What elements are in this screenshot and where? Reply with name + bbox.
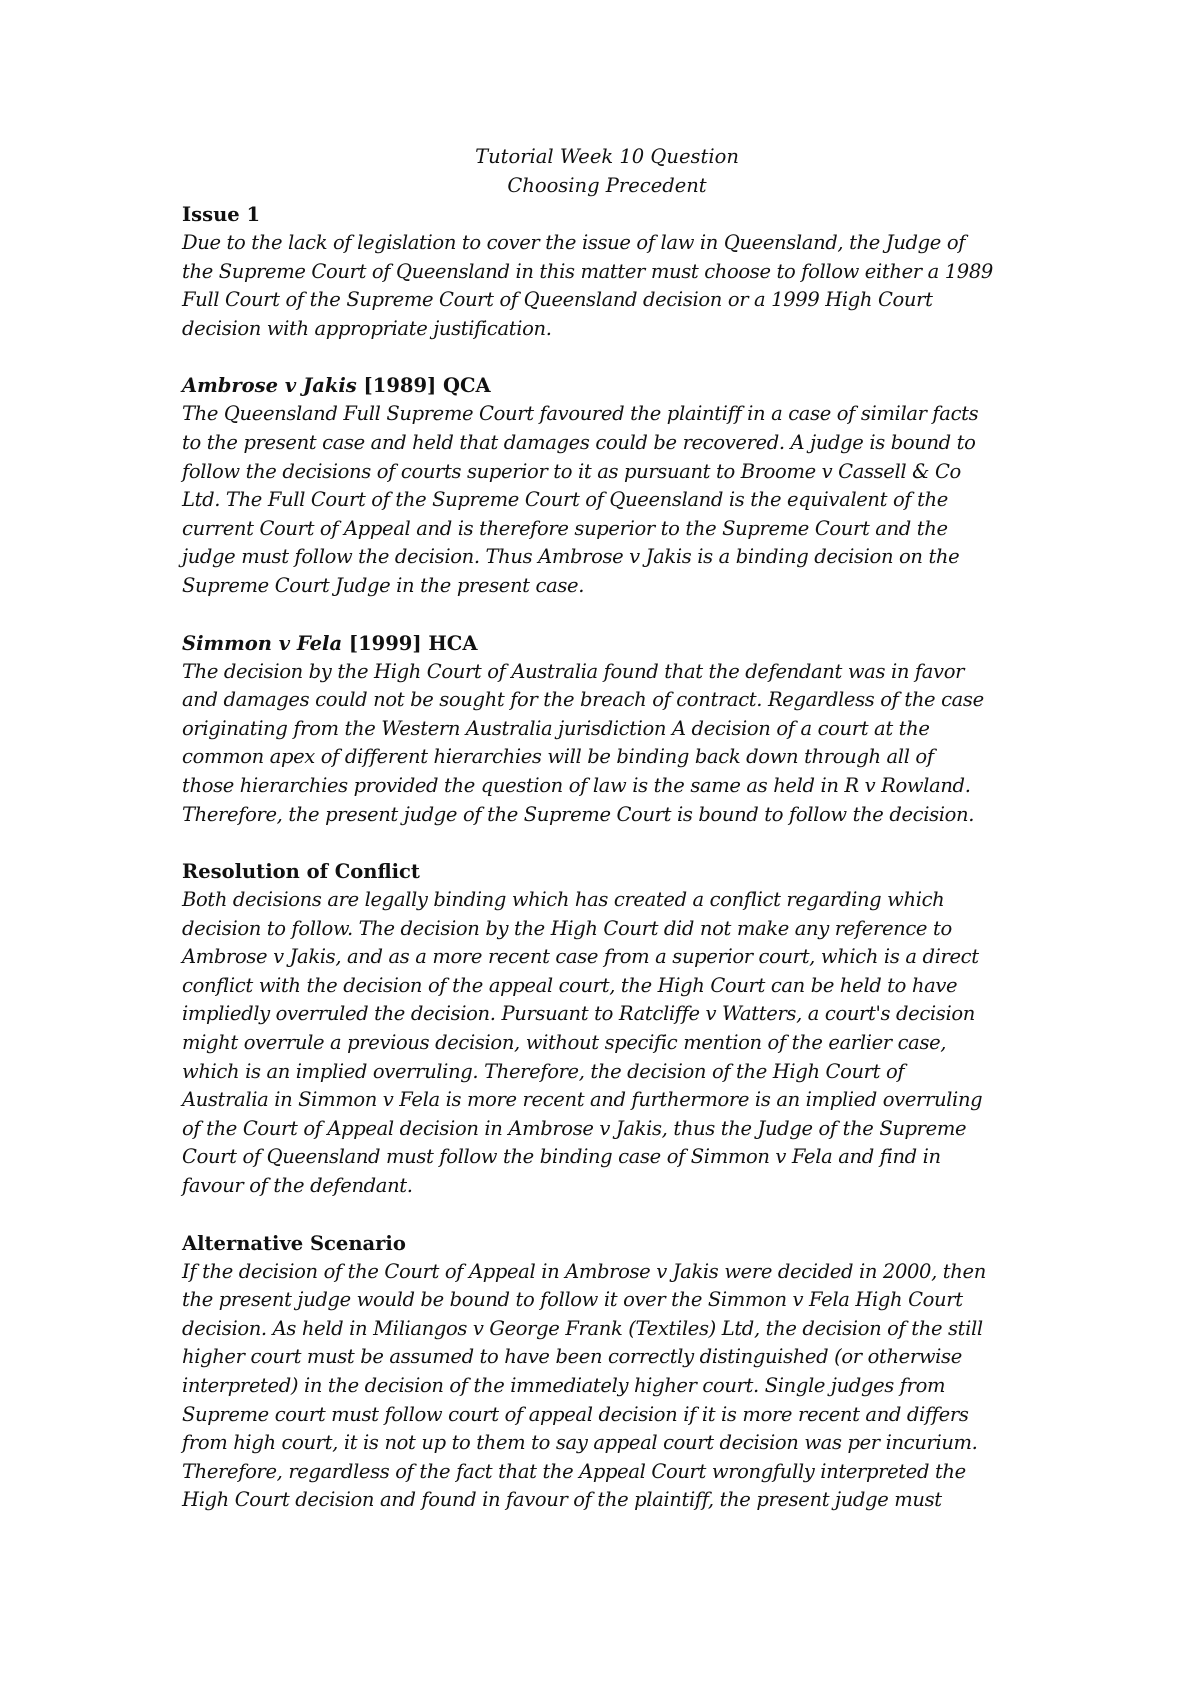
paragraph-line: those hierarchies provided the question of law is the same as held in R v Rowland. <box>182 773 971 797</box>
paragraph-gap <box>182 1201 1032 1229</box>
paragraph-line: Australia in Simmon v Fela is more recent and furthermore is an implied overruling <box>182 1088 983 1112</box>
paragraph-line: might overrule a previous decision, without specific mention of the earlier case, <box>182 1031 947 1055</box>
section-alternative-scenario <box>182 1229 1032 1515</box>
paragraph-line: and damages could not be sought for the breach of contract. Regardless of the case <box>182 688 984 712</box>
paragraph-line: judge must follow the decision. Thus Ambrose v Jakis is a binding decision on the <box>182 545 960 569</box>
paragraph-line: decision with appropriate justification. <box>182 316 552 340</box>
paragraph-line: Full Court of the Supreme Court of Queensland decision or a 1999 High Court <box>182 288 933 312</box>
section-issue-1 <box>182 200 1032 343</box>
section-resolution-of-conflict <box>182 857 1032 1201</box>
section-heading <box>182 1229 1032 1258</box>
paragraph-line: which is an implied overruling. Therefore, the decision of the High Court of <box>182 1059 905 1083</box>
paragraph-gap <box>182 829 1032 857</box>
paragraph-line: higher court must be assumed to have been correctly distinguished (or otherwise <box>182 1345 962 1369</box>
title-line-1: Tutorial Week 10 Question <box>475 145 739 168</box>
heading-text: Resolution of Conflict <box>182 860 420 884</box>
heading-case-name: Ambrose v Jakis <box>182 374 357 398</box>
heading-case-name: Simmon v Fela <box>182 631 343 655</box>
section-heading <box>182 857 1032 886</box>
paragraph-line: the Supreme Court of Queensland in this matter must choose to follow either a 1989 <box>182 259 993 283</box>
paragraph-line: decision. As held in Miliangos v George Frank (Textiles) Ltd, the decision of the still <box>182 1316 983 1340</box>
paragraph-line: current Court of Appeal and is therefore superior to the Supreme Court and the <box>182 516 948 540</box>
paragraph-line: Court of Queensland must follow the binding case of Simmon v Fela and find in <box>182 1145 941 1169</box>
paragraph-line: Due to the lack of legislation to cover the issue of law in Queensland, the Judge of <box>182 231 966 254</box>
section-simmon-v-fela <box>182 629 1032 830</box>
paragraph-line: common apex of different hierarchies will be binding back down through all of <box>182 745 934 769</box>
heading-text: Alternative Scenario <box>182 1231 406 1255</box>
paragraph-line: The decision by the High Court of Australia found that the defendant was in favor <box>182 659 965 683</box>
paragraph-line: of the Court of Appeal decision in Ambrose v Jakis, thus the Judge of the Supreme <box>182 1116 967 1140</box>
paragraph-line: If the decision of the Court of Appeal in Ambrose v Jakis were decided in 2000, then <box>182 1259 986 1283</box>
paragraph-line: favour of the defendant. <box>182 1174 413 1198</box>
paragraph-line: Ambrose v Jakis, and as a more recent case from a superior court, which is a direct <box>182 945 979 969</box>
paragraph-line: High Court decision and found in favour of the plaintiff, the present judge must <box>182 1488 942 1512</box>
paragraph-line: Ltd. The Full Court of the Supreme Court of Queensland is the equivalent of the <box>182 488 948 512</box>
paragraph-line: Supreme court must follow court of appeal decision if it is more recent and differs <box>182 1402 969 1426</box>
paragraph-line: the present judge would be bound to follow it over the Simmon v Fela High Court <box>182 1288 963 1312</box>
paragraph-gap <box>182 601 1032 629</box>
paragraph-line: conflict with the decision of the appeal court, the High Court can be held to have <box>182 973 958 997</box>
title-line-2: Choosing Precedent <box>507 174 707 197</box>
heading-citation: [1989] QCA <box>356 374 491 398</box>
section-ambrose-v-jakis <box>182 371 1032 600</box>
paragraph-line: to the present case and held that damages could be recovered. A judge is bound to <box>182 430 976 454</box>
paragraph-line: Supreme Court Judge in the present case. <box>182 573 585 597</box>
section-heading <box>182 629 1032 658</box>
paragraph-line: interpreted) in the decision of the immediately higher court. Single judges from <box>182 1374 946 1397</box>
paragraph-line: Therefore, the present judge of the Supreme Court is bound to follow the decision. <box>182 802 975 826</box>
document-title <box>182 142 1032 200</box>
paragraph-line: Both decisions are legally binding which has created a conflict regarding which <box>182 888 945 912</box>
paragraph-line: Therefore, regardless of the fact that the Appeal Court wrongfully interpreted the <box>182 1459 966 1483</box>
heading-citation: [1999] HCA <box>342 631 478 655</box>
section-heading <box>182 371 1032 400</box>
paragraph-gap <box>182 343 1032 371</box>
paragraph-line: impliedly overruled the decision. Pursuant to Ratcliffe v Watters, a court's decision <box>182 1002 975 1026</box>
heading-text: Issue 1 <box>182 203 261 226</box>
paragraph-line: from high court, it is not up to them to say appeal court decision was per incurium. <box>182 1431 978 1455</box>
paragraph-line: decision to follow. The decision by the High Court did not make any reference to <box>182 916 952 940</box>
document-content <box>182 142 1032 1515</box>
paragraph-line: follow the decisions of courts superior to it as pursuant to Broome v Cassell & Co <box>182 459 961 483</box>
paragraph-line: The Queensland Full Supreme Court favoured the plaintiff in a case of similar facts <box>182 402 979 426</box>
section-heading <box>182 200 1032 229</box>
paragraph-line: originating from the Western Australia jurisdiction A decision of a court at the <box>182 716 930 740</box>
